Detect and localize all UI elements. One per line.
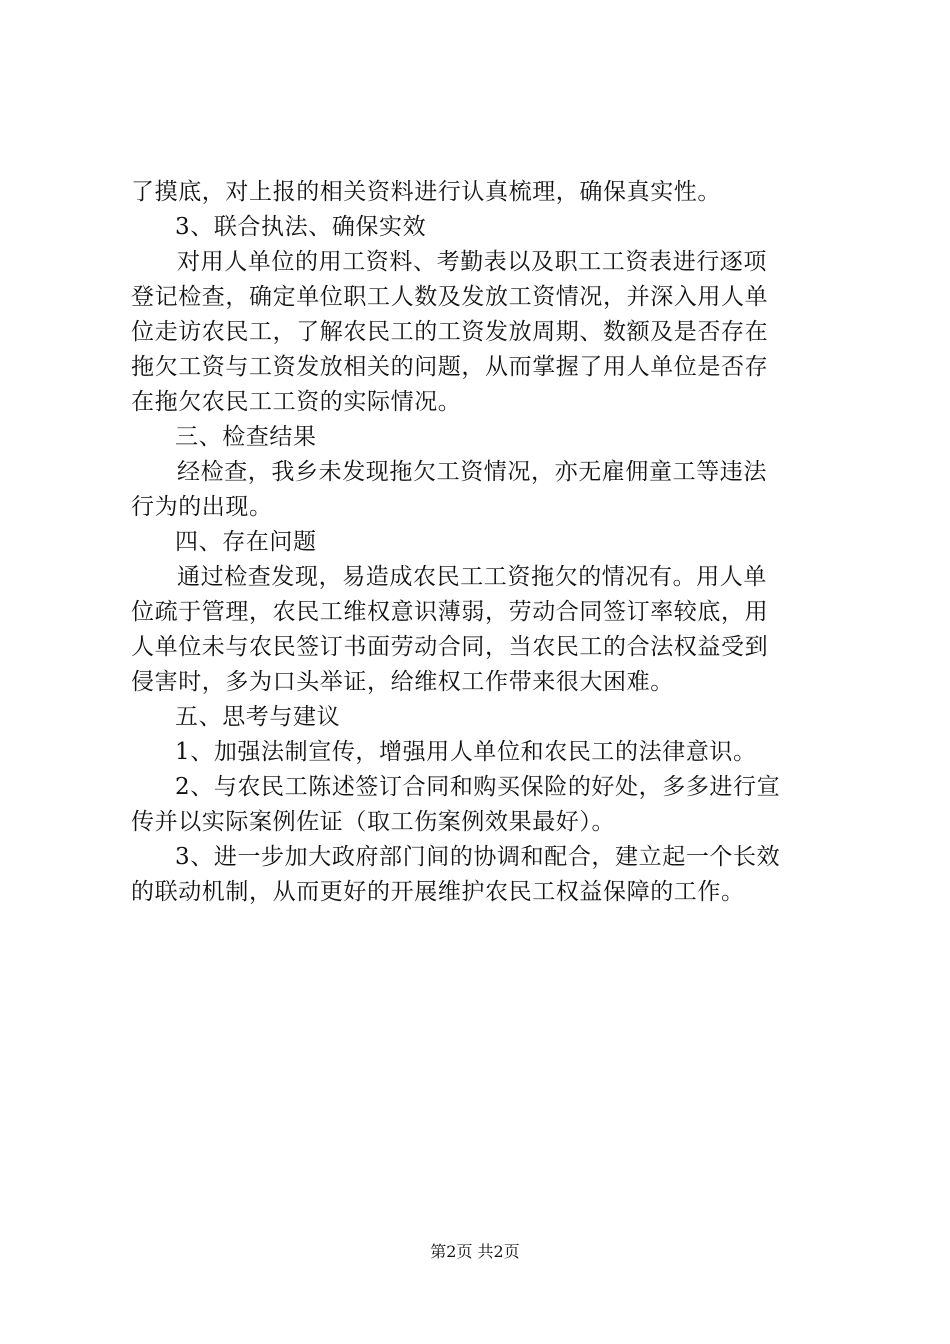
paragraph-line: 对用人单位的用工资料、考勤表以及职工工资表进行逐项 [177, 249, 767, 275]
paragraph-line: 拖欠工资与工资发放相关的问题，从而掌握了用人单位是否存 [131, 354, 769, 380]
paragraph-line: 通过检查发现，易造成农民工工资拖欠的情况有。用人单 [177, 564, 767, 590]
subheading-line: 3、联合执法、确保实效 [175, 214, 427, 240]
section-heading: 五、思考与建议 [175, 704, 341, 730]
page-number-footer: 第2页 共2页 [430, 1242, 520, 1261]
document-body [131, 175, 831, 910]
paragraph-line: 人单位未与农民签订书面劳动合同，当农民工的合法权益受到 [131, 634, 769, 660]
list-item: 2、与农民工陈述签订合同和购买保险的好处，多多进行宣 [175, 774, 781, 800]
paragraph-line: 侵害时，多为口头举证，给维权工作带来很大困难。 [131, 669, 674, 695]
paragraph-line: 位走访农民工，了解农民工的工资发放周期、数额及是否存在 [131, 319, 769, 345]
list-item: 1、加强法制宣传，增强用人单位和农民工的法律意识。 [175, 739, 757, 765]
list-item: 3、进一步加大政府部门间的协调和配合，建立起一个长效 [175, 844, 781, 870]
section-heading: 四、存在问题 [175, 529, 317, 555]
section-heading: 三、检查结果 [175, 424, 317, 450]
paragraph-line: 在拖欠农民工工资的实际情况。 [131, 389, 462, 415]
paragraph-line: 登记检查，确定单位职工人数及发放工资情况，并深入用人单 [131, 284, 769, 310]
paragraph-line: 经检查，我乡未发现拖欠工资情况，亦无雇佣童工等违法 [177, 459, 767, 485]
paragraph-line: 位疏于管理，农民工维权意识薄弱，劳动合同签订率较底，用 [131, 599, 769, 625]
paragraph-line: 的联动机制，从而更好的开展维护农民工权益保障的工作。 [131, 879, 745, 905]
paragraph-line: 行为的出现。 [131, 494, 273, 520]
paragraph-line: 了摸底，对上报的相关资料进行认真梳理，确保真实性。 [131, 179, 721, 205]
paragraph-line: 传并以实际案例佐证（取工伤案例效果最好）。 [131, 809, 616, 835]
